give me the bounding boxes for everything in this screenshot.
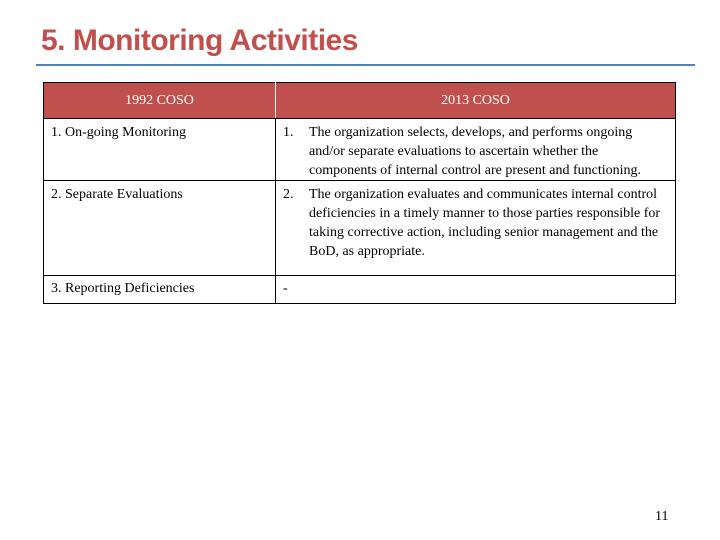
table-row	[44, 276, 676, 304]
title-divider	[36, 64, 695, 66]
cell-1992-reporting-deficiencies: 3. Reporting Deficiencies	[44, 276, 276, 304]
page-number: 11	[655, 509, 669, 524]
principle-number: 2.	[283, 187, 294, 202]
coso-comparison-table	[43, 82, 676, 304]
header-2013-coso: 2013 COSO	[276, 83, 676, 119]
cell-1992-ongoing-monitoring: 1. On-going Monitoring	[44, 119, 276, 181]
table-row	[44, 119, 676, 181]
principle-text: The organization evaluates and communicates internal control deficiencies in a timely manner to those parties responsible for taking corrective action, including senior management and the BoD, as appropriate.	[309, 187, 661, 259]
table-header-row	[44, 83, 676, 119]
table-row	[44, 181, 676, 276]
cell-1992-separate-evaluations: 2. Separate Evaluations	[44, 181, 276, 276]
header-1992-coso: 1992 COSO	[44, 83, 276, 119]
principle-number: 1.	[283, 125, 294, 140]
slide-title: 5. Monitoring Activities	[41, 24, 358, 57]
cell-2013-principle-1	[276, 119, 676, 181]
cell-2013-none: -	[276, 276, 676, 304]
cell-2013-principle-2	[276, 181, 676, 276]
principle-text: The organization selects, develops, and performs ongoing and/or separate evaluations to ascertain whether the components of internal control are present and functioning.	[309, 125, 642, 178]
